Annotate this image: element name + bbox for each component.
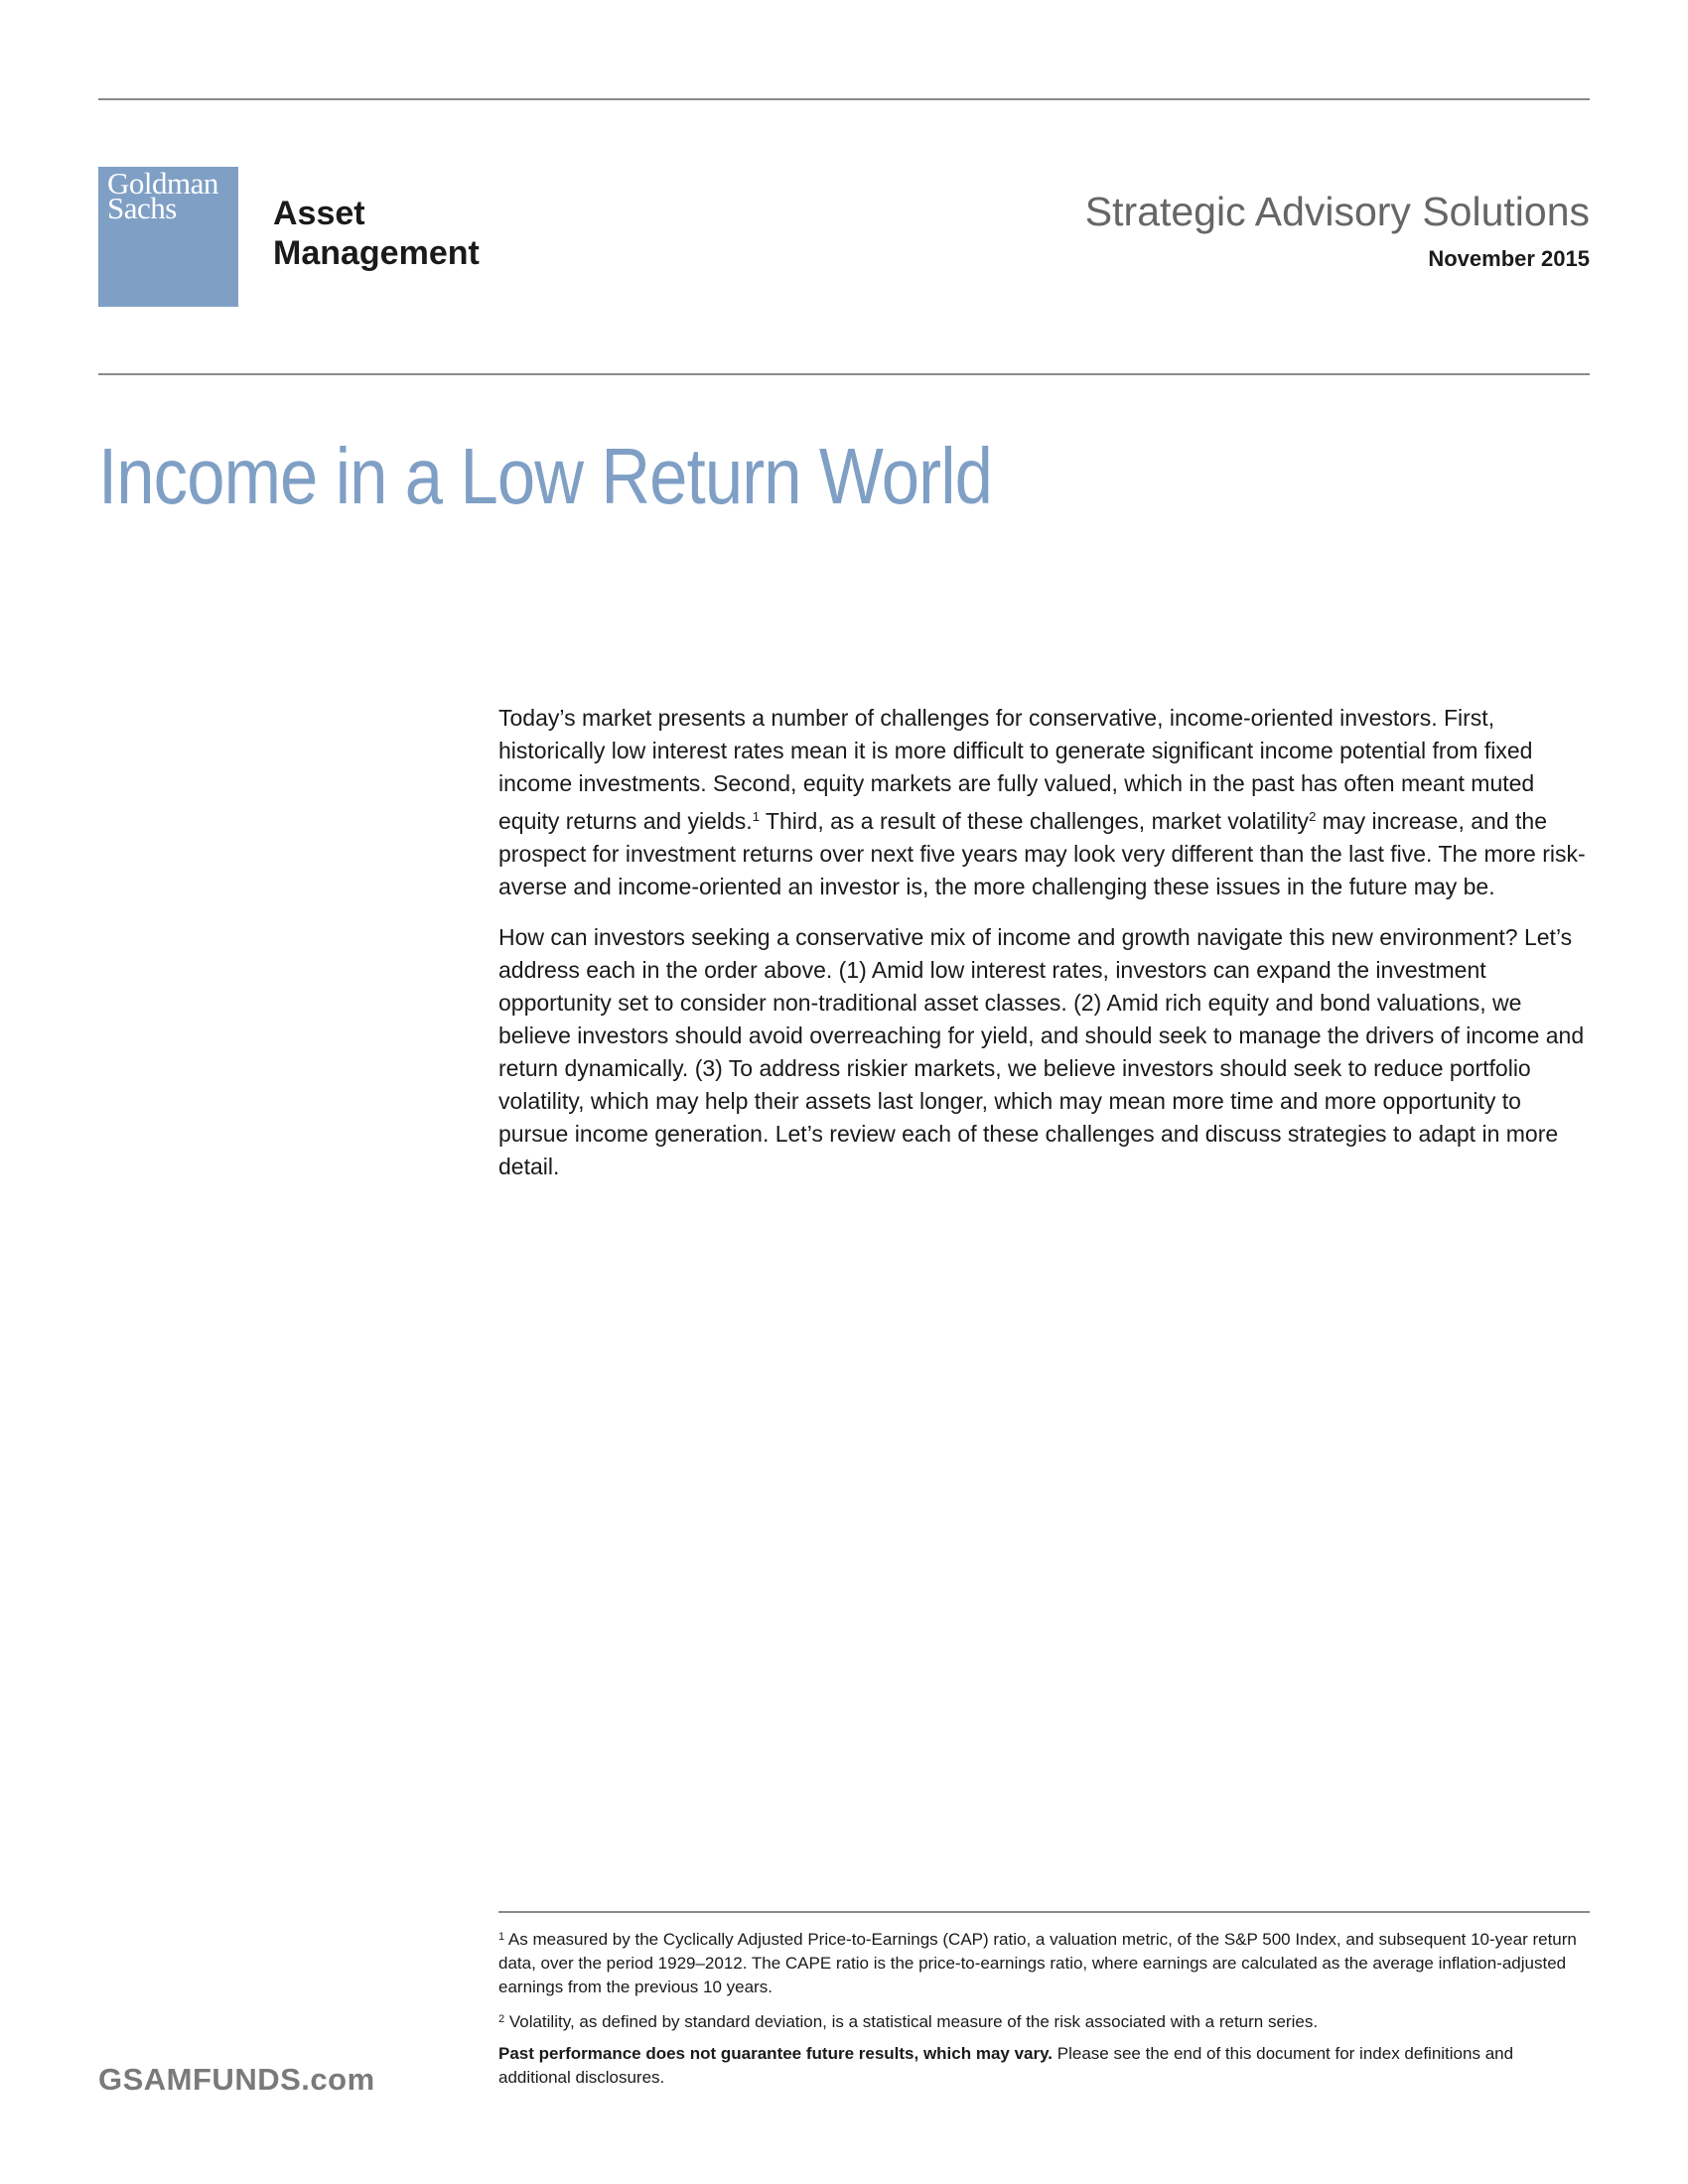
brand-name [273, 194, 480, 273]
footnote-rule [498, 1911, 1590, 1913]
footnote-ref-2: 2 [1309, 809, 1317, 824]
disclaimer: Past performance does not guarantee future results, which may vary. Please see the end of this document for index definitions and additional disclosures. [498, 2044, 1514, 2087]
body-paragraph-1: Today’s market presents a number of challenges for conservative, income-oriented investors. First, historically low interest rates mean it is more difficult to generate significant income potential from fixed income investments. Second, equity markets are fully valued, which in the past has often meant muted equity returns and yields.$^1$ Third, as a result of these challenges, market volatility$^2$ may increase, and the prospect for investment returns over next five years may look very different than the last five. The more risk-averse and income-oriented an investor is, the more challenging these issues in the future may be. [498, 705, 1586, 899]
footnote-1: $^1$ As measured by the Cyclically Adjusted Price-to-Earnings (CAP) ratio, a valuation metric, of the S&P 500 Index, and subsequent 10-year return data, over the period 1929–2012. The CAPE ratio is the price-to-earnings ratio, where earnings are calculated as the average inflation-adjusted earnings from the previous 10 years. [498, 1930, 1577, 1996]
series-title: Strategic Advisory Solutions [1084, 189, 1590, 234]
header-rule [98, 373, 1590, 375]
body-paragraph-2: How can investors seeking a conservative mix of income and growth navigate this new environment? Let’s address each in the order above. (1) Amid low interest rates, investors can expand the investment opportunity set to consider non-traditional asset classes. (2) Amid rich equity and bond valuations, we believe investors should avoid overreaching for yield, and should seek to manage the drivers of income and return dynamically. (3) To address riskier markets, we believe investors should seek to reduce portfolio volatility, which may help their assets last longer, which may mean more time and more opportunity to pursue income generation. Let’s review each of these challenges and discuss strategies to adapt in more detail. [498, 924, 1585, 1179]
document-title: Income in a Low Return World [98, 432, 993, 520]
brand-line-2: Management [273, 234, 480, 272]
goldman-sachs-logo [98, 167, 238, 307]
brand-line-1: Asset [273, 195, 365, 232]
website-link[interactable]: GSAMFUNDS.com [98, 2062, 375, 2097]
logo-text: Goldman Sachs [107, 166, 218, 225]
disclaimer-bold: Past performance does not guarantee future results, which may vary. [498, 2044, 1054, 2063]
top-rule [98, 98, 1590, 100]
footnote-2: $^2$ Volatility, as defined by standard deviation, is a statistical measure of the risk associated with a return series. [498, 2012, 1319, 2031]
body-text [498, 702, 1591, 1201]
footnote-ref-1: 1 [752, 809, 760, 824]
publication-date: November 2015 [1428, 246, 1590, 271]
footnotes [498, 1925, 1581, 2098]
